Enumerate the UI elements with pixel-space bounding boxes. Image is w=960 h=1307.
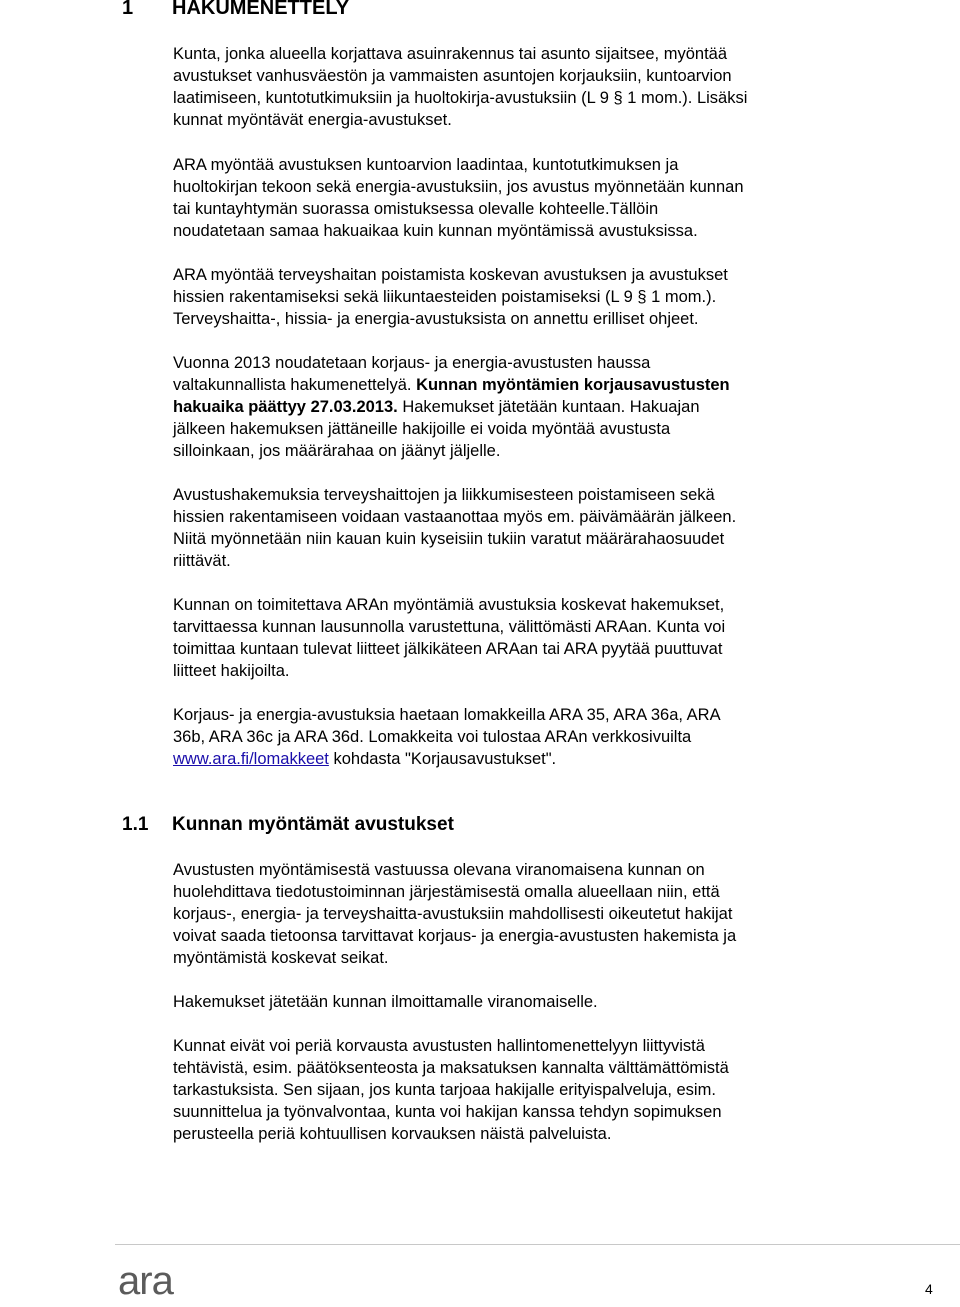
text-line: 36b, ARA 36c ja ARA 36d. Lomakkeita voi tulostaa ARAn verkkosivuilta [173,728,692,746]
text-line [173,396,863,418]
paragraph-9 [173,991,863,1013]
text-run: kohdasta "Korjausavustukset". [328,750,557,768]
text-line: liitteet hakijoilta. [173,662,290,680]
text-line: huoltokirjan tekoon sekä energia-avustuksiin, jos avustus myönnetään kunnan [173,178,744,196]
text-line: ARA myöntää terveyshaitan poistamista koskevan avustuksen ja avustukset [173,266,728,284]
text-line: perusteella periä kohtuullisen korvauksen näistä palveluista. [173,1125,612,1143]
text-line: laatimiseen, kuntotutkimuksiin ja huoltokirja-avustuksiin (L 9 § 1 mom.). Lisäksi [173,89,748,107]
paragraph-3 [173,264,863,330]
paragraph-8 [173,859,863,969]
text-line: Avustushakemuksia terveyshaittojen ja liikkumisesteen poistamiseen sekä [173,486,715,504]
text-line: riittävät. [173,552,231,570]
text-run: Hakemukset jätetään kuntaan. Hakuajan [397,398,700,416]
section-heading-1 [122,0,349,20]
page-number: 4 [925,1281,933,1297]
text-line: suunnittelua ja työnvalvontaa, kunta voi hakijan kanssa tehdyn sopimuksen [173,1103,722,1121]
text-line: noudatetaan samaa hakuaikaa kuin kunnan myöntämissä avustuksissa. [173,222,698,240]
paragraph-1 [173,43,863,131]
text-line: toimittaa kuntaan tulevat liitteet jälkikäteen ARAan tai ARA pyytää puuttuvat [173,640,723,658]
paragraph-6 [173,594,863,682]
text-line: Niitä myönnetään niin kauan kuin kyseisiin tukiin varatut määrärahaosuudet [173,530,725,548]
text-line: Kunta, jonka alueella korjattava asuinrakennus tai asunto sijaitsee, myöntää [173,45,728,63]
text-line: myöntämistä koskevat seikat. [173,949,389,967]
text-line: Kunnat eivät voi periä korvausta avustusten hallintomenettelyyn liittyvistä [173,1037,705,1055]
section-number: 1 [122,0,134,19]
text-line: tarkastuksista. Sen sijaan, jos kunta tarjoaa hakijalle erityispalveluja, esim. [173,1081,716,1099]
paragraph-4 [173,352,863,462]
text-line: huolehdittava tiedotustoiminnan järjestämisestä omalla alueellaan niin, että [173,883,720,901]
text-line: voivat saada tietoonsa tarvittavat korjaus- ja energia-avustusten hakemista ja [173,927,737,945]
text-line: Kunnan on toimitettava ARAn myöntämiä avustuksia koskevat hakemukset, [173,596,725,614]
paragraph-7 [173,704,863,770]
text-line: jälkeen hakemuksen jättäneille hakijoille ei voida myöntää avustusta [173,420,671,438]
text-line: hissien rakentamiseksi sekä liikuntaesteiden poistamiseksi (L 9 § 1 mom.). [173,288,717,306]
bold-text: Kunnan myöntämien korjausavustusten [416,376,730,394]
subsection-number: 1.1 [122,814,149,835]
text-line: hissien rakentamiseen voidaan vastaanottaa myös em. päivämäärän jälkeen. [173,508,737,526]
text-line: ARA myöntää avustuksen kuntoarvion laadintaa, kuntotutkimuksen ja [173,156,679,174]
text-line: Korjaus- ja energia-avustuksia haetaan lomakkeilla ARA 35, ARA 36a, ARA [173,706,721,724]
forms-link[interactable]: www.ara.fi/lomakkeet [173,750,329,768]
text-line [173,374,863,396]
text-line: kunnat myöntävät energia-avustukset. [173,111,452,129]
text-line: korjaus-, energia- ja terveyshaitta-avustuksiin mahdollisesti oikeutetut hakijat [173,905,733,923]
paragraph-2 [173,154,863,242]
text-run: valtakunnallista hakumenettelyä. [173,376,417,394]
ara-logo [118,1262,190,1307]
text-line: Avustusten myöntämisestä vastuussa olevana viranomaisena kunnan on [173,861,705,879]
text-line [173,748,863,770]
ara-logo-text: ara [118,1262,173,1302]
text-line: tarvittaessa kunnan lausunnolla varustettuna, välittömästi ARAan. Kunta voi [173,618,726,636]
text-line: Hakemukset jätetään kunnan ilmoittamalle viranomaiselle. [173,993,598,1011]
text-line: Terveyshaitta-, hissia- ja energia-avustuksista on annettu erilliset ohjeet. [173,310,699,328]
footer-divider [115,1244,960,1245]
text-line: tai kuntayhtymän suorassa omistuksessa olevalle kohteelle.Tällöin [173,200,659,218]
text-line: tehtävistä, esim. päätöksenteosta ja maksatuksen kannalta välttämättömistä [173,1059,729,1077]
section-heading-1-1 [122,814,454,836]
text-line: avustukset vanhusväestön ja vammaisten asuntojen korjauksiin, kuntoarvion [173,67,732,85]
section-title: HAKUMENETTELY [172,0,350,19]
paragraph-10 [173,1035,863,1145]
text-line: silloinkaan, jos määrärahaa on jäänyt jäljelle. [173,442,501,460]
subsection-title: Kunnan myöntämät avustukset [172,814,454,835]
text-line: Vuonna 2013 noudatetaan korjaus- ja energia-avustusten haussa [173,354,651,372]
bold-text: hakuaika päättyy 27.03.2013. [173,398,398,416]
paragraph-5 [173,484,863,572]
